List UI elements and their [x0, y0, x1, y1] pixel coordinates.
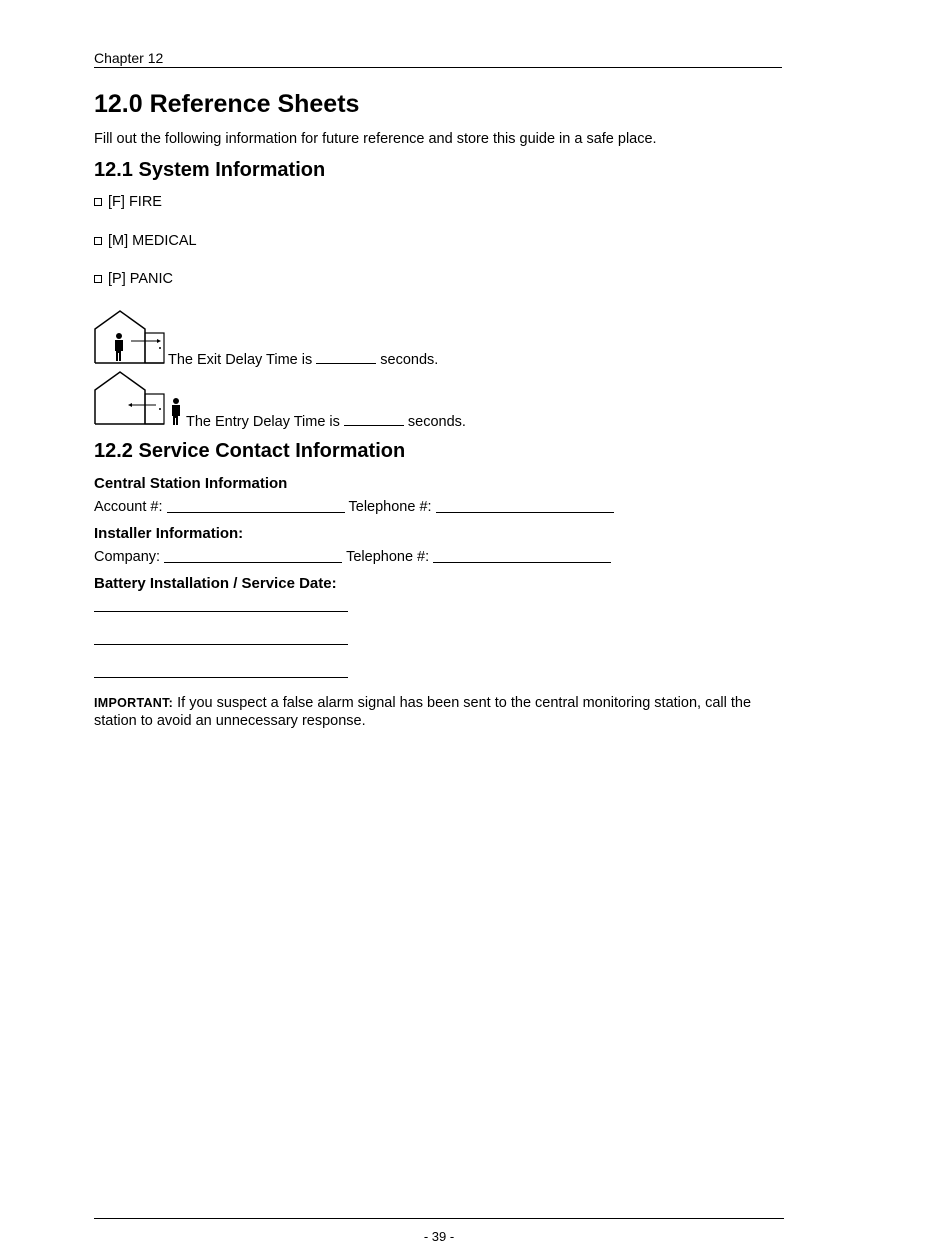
entry-delay-blank[interactable]: [344, 411, 404, 426]
company-field[interactable]: [164, 548, 342, 563]
checkbox-icon[interactable]: [94, 237, 102, 245]
service-contact-heading: 12.2 Service Contact Information: [94, 440, 406, 462]
system-info-heading: 12.1 System Information: [94, 159, 326, 181]
telephone-label: Telephone #:: [346, 549, 430, 565]
page-title: 12.0 Reference Sheets: [94, 90, 360, 118]
entry-delay-text: The Entry Delay Time is seconds.: [186, 411, 466, 430]
chapter-header: Chapter 12: [94, 50, 164, 66]
installer-heading: Installer Information:: [94, 525, 244, 542]
central-station-heading: Central Station Information: [94, 475, 288, 492]
checkbox-icon[interactable]: [94, 198, 102, 206]
option-medical: [94, 233, 197, 249]
important-note: [94, 694, 784, 730]
important-label: IMPORTANT:: [94, 696, 174, 710]
service-date-line[interactable]: [94, 644, 348, 645]
exit-delay-blank[interactable]: [316, 349, 376, 364]
entry-house-icon: [94, 371, 186, 427]
header-rule: [94, 67, 782, 68]
service-date-line[interactable]: [94, 677, 348, 678]
intro-text: Fill out the following information for future reference and store this guide in a safe place.: [94, 131, 657, 147]
exit-delay-text: The Exit Delay Time is seconds.: [168, 349, 438, 368]
central-station-fields: [94, 498, 618, 515]
service-date-line[interactable]: [94, 611, 348, 612]
company-label: Company:: [94, 549, 161, 565]
telephone-label: Telephone #:: [348, 499, 432, 515]
option-panic: [94, 271, 173, 287]
checkbox-icon[interactable]: [94, 275, 102, 283]
option-label: [F] FIRE: [108, 194, 162, 210]
installer-telephone-field[interactable]: [433, 548, 611, 563]
battery-heading: Battery Installation / Service Date:: [94, 575, 337, 592]
page-number: - 39 -: [423, 1229, 455, 1244]
option-fire: [94, 194, 162, 210]
option-label: [P] PANIC: [108, 271, 173, 287]
option-label: [M] MEDICAL: [108, 233, 197, 249]
important-text: If you suspect a false alarm signal has been sent to the central monitoring station, call the station to avoid an unnecessary response.: [94, 695, 752, 729]
footer-rule: [94, 1218, 784, 1219]
installer-fields: [94, 548, 615, 565]
exit-house-icon: [94, 310, 168, 366]
central-telephone-field[interactable]: [436, 498, 614, 513]
account-field[interactable]: [167, 498, 345, 513]
account-label: Account #:: [94, 499, 163, 515]
